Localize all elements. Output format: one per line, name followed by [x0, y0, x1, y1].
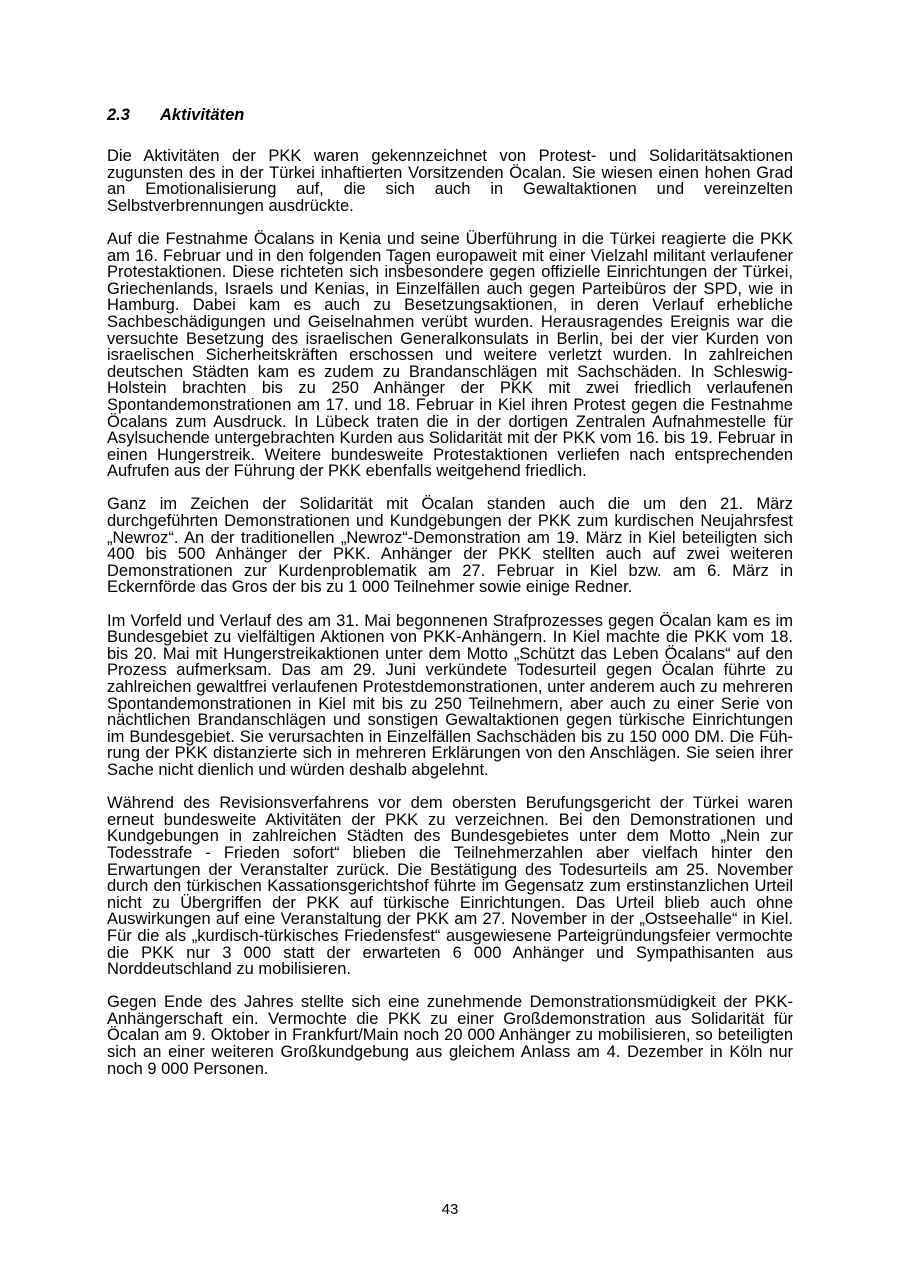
paragraph-intro: Die Aktivitäten der PKK waren gekennzeichnet von Protest- und Solidaritätsaktionen zugunsten des in der Türkei inhaftierten Vorsitzenden Öcalan. Sie wiesen einen hohen Grad an Emotionalisierung auf, die sich auch in Gewaltaktionen und vereinzelten Selbstverbrennungen ausdrückte. — [107, 147, 793, 215]
document-page — [107, 104, 793, 1094]
paragraph-jahresende: Gegen Ende des Jahres stellte sich eine zunehmende Demonstrationsmüdigkeit der PKK-Anhängerschaft ein. Vermochte die PKK zu einer Großdemonstration aus Solidarität für Öcalan am 9. Oktober in Frankfurt/Main noch 20 000 Anhänger zu mobilisieren, so beteiligten sich an einer weiteren Großkundgebung aus gleichem Anlass am 4. Dezember in Köln nur noch 9 000 Personen. — [107, 993, 793, 1078]
section-title: Aktivitäten — [160, 106, 245, 124]
paragraph-festnahme: Auf die Festnahme Öcalans in Kenia und seine Überführung in die Türkei reagierte die PKK am 16. Februar und in den folgenden Tagen europaweit mit einer Vielzahl militant verlaufener Protestaktionen. Diese richteten sich insbesondere gegen offizielle Einrichtungen der Türkei, Griechenlands, Israels und Kenias, in Einzelfällen auch gegen Parteibüros der SPD, wie in Hamburg. Dabei kam es auch zu Besetzungsaktionen, in deren Verlauf erhebliche Sachbeschädigungen und Geiselnahmen verübt wurden. Herausragendes Ereignis war die versuchte Besetzung des israelischen Generalkonsulats in Berlin, bei der vier Kurden von israelischen Sicherheitskräften erschossen und weitere verletzt wurden. In zahlreichen deutschen Städten kam es zudem zu Brandanschlägen mit Sachschäden. In Schleswig-Holstein brachten bis zu 250 Anhänger der PKK mit zwei friedlich verlaufenen Spontandemonstrationen am 17. und 18. Februar in Kiel ihren Protest gegen die Festnahme Öcalans zum Ausdruck. In Lübeck traten die in der dortigen Zentralen Aufnahmestelle für Asylsuchende untergebrachten Kurden aus Solidarität mit der PKK vom 16. bis 19. Februar in einen Hungerstreik. Weitere bundesweite Protestaktionen verliefen nach entsprechenden Aufrufen aus der Führung der PKK ebenfalls weitgehend friedlich. — [107, 229, 793, 481]
section-heading — [107, 104, 793, 126]
paragraph-newroz: Ganz im Zeichen der Solidarität mit Öcalan standen auch die um den 21. März durchgeführten Demonstrationen und Kundgebungen der PKK zum kurdischen Neujahrsfest „Newroz“. An der traditionellen „Newroz“-Demonstration am 19. März in Kiel beteiligten sich 400 bis 500 Anhänger der PKK. Anhänger der PKK stellten auch auf zwei weiteren Demonstrationen zur Kurdenproblematik am 27. Februar in Kiel bzw. am 6. März in Eckernförde das Gros der bis zu 1 000 Teilnehmer sowie einige Redner. — [107, 495, 793, 597]
paragraph-revision: Während des Revisionsverfahrens vor dem obersten Berufungsgericht der Türkei waren erneut bundesweite Aktivitäten der PKK zu verzeichnen. Bei den Demonstrationen und Kundgebungen in zahlreichen Städten des Bundesgebietes unter dem Motto „Nein zur Todesstrafe - Frieden sofort“ blieben die Teilnehmerzahlen aber vielfach hinter den Erwartungen der Veranstalter zurück. Die Bestätigung des Todesurteils am 25. November durch den türkischen Kassationsgerichtshof führte im Gegensatz zum erstinstanzlichen Urteil nicht zu Übergriffen der PKK auf türkische Einrichtungen. Das Urteil blieb auch ohne Auswirkungen auf eine Veranstaltung der PKK am 27. November in der „Ostseehalle“ in Kiel. Für die als „kurdisch-türkisches Friedensfest“ ausgewiesene Parteigründungsfeier vermochte die PKK nur 3 000 statt der erwarteten 6 000 Anhänger und Sympathisanten aus Norddeutschland zu mobilisieren. — [107, 794, 793, 979]
paragraph-strafprozess: Im Vorfeld und Verlauf des am 31. Mai begonnenen Strafprozesses gegen Öcalan kam es im Bundesgebiet zu vielfältigen Aktionen von PKK-Anhängern. In Kiel machte die PKK vom 18. bis 20. Mai mit Hungerstreikaktionen unter dem Motto „Schützt das Leben Öcalans“ auf den Prozess aufmerksam. Das am 29. Juni verkündete Todesurteil gegen Öcalan führte zu zahlreichen gewaltfrei verlaufenen Protestdemonstrationen, unter anderem auch zu mehreren Spontandemonstrationen in Kiel mit bis zu 250 Teilnehmern, aber auch zu einer Serie von nächtlichen Brandanschlägen und sonstigen Gewaltaktionen gegen türkische Einrichtungen im Bundesgebiet. Sie verursachten in Einzelfällen Sachschäden bis zu 150 000 DM. Die Führung der PKK distanzierte sich in mehreren Erklärungen von den Anschlägen. Sie seien ihrer Sache nicht dienlich und würden deshalb abgelehnt. — [107, 611, 793, 779]
page-number: 43 — [441, 1201, 459, 1218]
section-number: 2.3 — [107, 106, 130, 124]
